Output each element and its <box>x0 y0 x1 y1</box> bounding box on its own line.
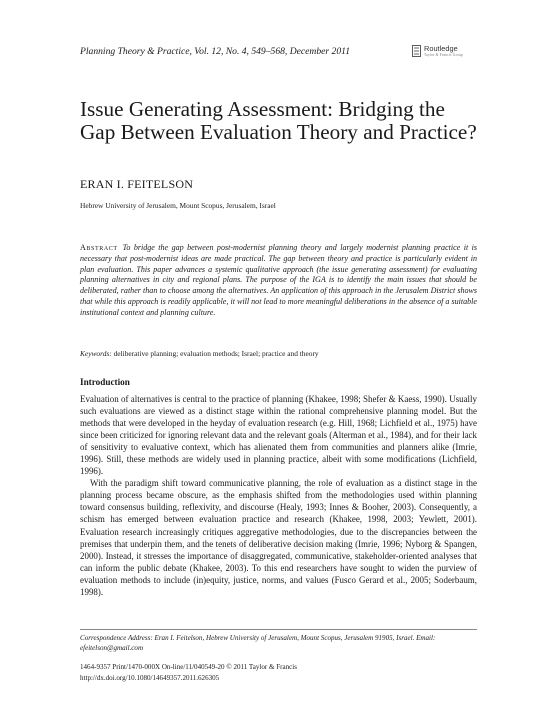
author-name: ERAN I. FEITELSON <box>80 177 194 191</box>
publisher-name: Routledge <box>424 44 458 53</box>
section-heading-introduction: Introduction <box>80 377 130 387</box>
journal-citation: Planning Theory & Practice, Vol. 12, No. 4, 549–568, December 2011 <box>80 46 351 57</box>
abstract-text: To bridge the gap between post-modernist planning theory and largely modernist planning practice it is necessary that post-modernist ideas are made practical. The gap between theory and practice is particularly evident in plan evaluation. This paper advances a systemic qualitative approach (the issue generating assessment) for evaluating planning alternatives in city and regional plans. The purpose of the IGA is to identify the main issues that should be deliberated, rather than to choose among the alternatives. An application of this approach in the Jerusalem District shows that while this approach is readily applicable, it will not lead to more meaningful deliberations in the absence of a suitable institutional context and planning culture. <box>80 243 477 317</box>
publisher-logo <box>412 45 463 57</box>
keywords-label: Keywords: <box>80 349 112 358</box>
abstract-label: Abstract <box>80 243 118 252</box>
paragraph: With the paradigm shift toward communicative planning, the role of evaluation as a distinct stage in the planning process became obscure, as the emphasis shifted from the methodologies used within planning toward consensus building, reflexivity, and discourse (Healy, 1993; Innes & Booher, 2003). Consequently, a schism has emerged between evaluation practice and research (Khakee, 1998, 2003; Yewlett, 2001). Evaluation research increasingly critiques aggregative methodologies, due to the discrepancies between the premises that underpin them, and the tenets of deliberative decision making (Imrie, 1996; Nyborg & Spangen, 2000). Instead, it stresses the importance of disaggregated, communicative, stakeholder-oriented analyses that can inform the public debate (Khakee, 2003). To this end researchers have sought to widen the purview of evaluation methods to include (in)equity, justice, norms, and values (Fusco Gerard et al., 2005; Soderbaum, 1998). <box>80 478 477 597</box>
doi-link[interactable]: http://dx.doi.org/10.1080/14649357.2011.626305 <box>80 673 220 682</box>
keywords <box>80 349 319 358</box>
routledge-icon <box>412 45 421 57</box>
issn-line: 1464-9357 Print/1470-000X On-line/11/040549-20 © 2011 Taylor & Francis <box>80 663 297 671</box>
publication-info <box>80 662 297 683</box>
paragraph: Evaluation of alternatives is central to the practice of planning (Khakee, 1998; Shefer & Kaess, 1990). Usually such evaluations are viewed as a distinct stage within the rational comprehensive planning model. But the methods that were developed in the heyday of evaluation research (e.g. Hill, 1968; Lichfield et al., 1975) have since been criticized for ignoring relevant data and the relevant goals (Alterman et al., 1984), and for their lack of sensitivity to evaluative context, which has alienated them from communities and planners alike (Imrie, 1996). Still, these methods are widely used in planning practice, albeit with some modifications (Lichfield, 1996). <box>80 394 477 477</box>
author-affiliation: Hebrew University of Jerusalem, Mount Scopus, Jerusalem, Israel <box>80 201 276 210</box>
keywords-text: deliberative planning; evaluation methods; Israel; practice and theory <box>113 349 319 358</box>
abstract <box>80 243 477 319</box>
introduction-body <box>80 393 477 598</box>
footnote-divider <box>80 629 477 630</box>
article-title: Issue Generating Assessment: Bridging the Gap Between Evaluation Theory and Practice? <box>80 97 477 144</box>
correspondence-address: Correspondence Address: Eran I. Feitelson, Hebrew University of Jerusalem, Mount Scopus, Jerusalem 91905, Israel. Email: efeitelson@gmail.com <box>80 634 436 652</box>
publisher-group: Taylor & Francis Group <box>424 53 463 57</box>
